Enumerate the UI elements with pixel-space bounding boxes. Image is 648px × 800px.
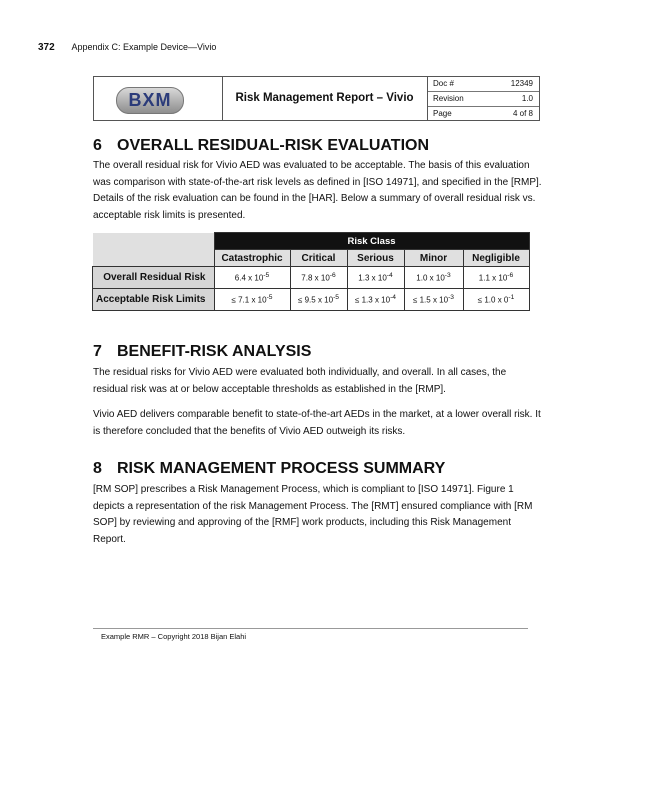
table-cell: 7.8 x $10^{-6}$	[290, 267, 347, 289]
section-7-paragraph-1: The residual risks for Vivio AED were evaluated both individually, and overall. In all cases, the residual risk was at or below acceptable thresholds as established in the [RMP].	[93, 367, 507, 395]
table-cell: 1.1 x $10^{-6}$	[463, 267, 529, 289]
column-header: Minor	[404, 250, 463, 267]
logo-cell	[94, 77, 223, 120]
meta-row-doc: Doc # 12349	[428, 77, 539, 92]
table-row	[93, 267, 530, 289]
table-cell: 1.0 x $10^{-3}$	[404, 267, 463, 289]
section-6-paragraph: The overall residual risk for Vivio AED was evaluated to be acceptable. The basis of this evaluation was comparison with state-of-the-art risk levels as defined in [ISO 14971], and specified in the [RMP]. Details of the risk evaluation can be found in the [HAR]. Below a summary of overall residual risk vs. acceptable risk limits is presented.	[93, 160, 542, 221]
table-cell: ≤ 7.1 x $10^{-5}$	[214, 289, 290, 311]
column-header: Negligible	[463, 250, 529, 267]
table-row	[93, 289, 530, 311]
table-cell: ≤ 1.5 x $10^{-3}$	[404, 289, 463, 311]
row-label: Acceptable Risk Limits	[93, 289, 215, 311]
table-cell: ≤ 9.5 x $10^{-5}$	[290, 289, 347, 311]
page-footer: Example RMR – Copyright 2018 Bijan Elahi	[101, 632, 247, 641]
section-8-heading: 8 RISK MANAGEMENT PROCESS SUMMARY	[93, 460, 446, 477]
table-cell: ≤ 1.0 x $0^{-1}$	[463, 289, 529, 311]
section-6-heading: 6 OVERALL RESIDUAL-RISK EVALUATION	[93, 137, 430, 154]
risk-table	[92, 232, 530, 311]
meta-row-page: Page 4 of 8	[433, 109, 533, 118]
page-number: 372	[38, 42, 55, 53]
table-cell: ≤ 1.3 x $10^{-4}$	[347, 289, 404, 311]
running-title: Appendix C: Example Device—Vivio	[71, 42, 217, 52]
document-header	[93, 76, 540, 121]
table-cell: 6.4 x $10^{-5}$	[214, 267, 290, 289]
report-title: Risk Management Report – Vivio	[222, 77, 428, 120]
section-7-heading: 7 BENEFIT-RISK ANALYSIS	[93, 343, 312, 360]
running-header	[38, 42, 216, 53]
column-header: Catastrophic	[214, 250, 290, 267]
section-7-paragraph-2: Vivio AED delivers comparable benefit to state-of-the-art AEDs in the market, at a lower overall risk. It is therefore concluded that the benefits of Vivio AED outweigh its risks.	[93, 409, 541, 437]
risk-class-header: Risk Class	[214, 233, 529, 250]
column-header: Serious	[347, 250, 404, 267]
table-corner	[93, 233, 215, 267]
meta-row-revision: Revision 1.0	[428, 92, 539, 107]
doc-meta	[428, 77, 539, 120]
section-8-paragraph: [RM SOP] prescribes a Risk Management Process, which is compliant to [ISO 14971]. Figure 1 depicts a representation of the risk Management Process. The [RMT] ensured compliance with [RM SOP] by reviewing and approving of the [RMF] work products, including this Risk Management Report.	[93, 484, 533, 545]
column-header: Critical	[290, 250, 347, 267]
row-label: Overall Residual Risk	[93, 267, 215, 289]
footer-rule	[93, 628, 528, 629]
table-cell: 1.3 x $10^{-4}$	[347, 267, 404, 289]
bxm-logo: BXM	[116, 87, 184, 114]
